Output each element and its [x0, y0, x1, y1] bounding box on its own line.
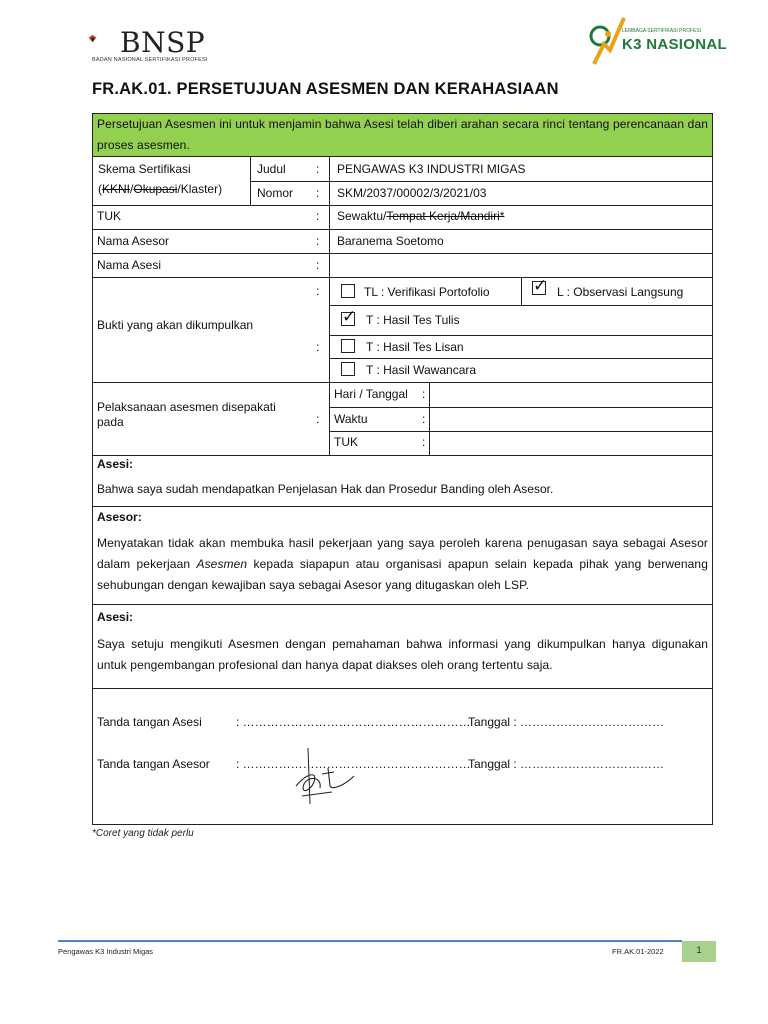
option-verifikasi-portofolio: TL : Verifikasi Portofolio [364, 285, 490, 299]
bnsp-logo-emblem [88, 22, 122, 58]
nama-asesor-value[interactable]: Baranema Soetomo [337, 234, 444, 248]
hari-tanggal-label: Hari / Tanggal [334, 387, 408, 401]
option-tes-tulis: T : Hasil Tes Tulis [366, 313, 460, 327]
judul-label: Judul [257, 162, 286, 176]
waktu-colon: : [422, 412, 426, 426]
tanggal-asesi[interactable]: Tanggal : ……………………………… [468, 715, 665, 729]
footer-form-code: FR.AK.01-2022 [612, 947, 664, 956]
asesor-heading: Asesor: [97, 510, 142, 524]
checkbox-tes-tulis[interactable]: ✓ [342, 307, 357, 327]
bnsp-logo-text: BNSP [120, 26, 206, 59]
nomor-value: SKM/2037/00002/3/2021/03 [337, 186, 487, 200]
asesi-statement-1: Bahwa saya sudah mendapatkan Penjelasan Hak dan Prosedur Banding oleh Asesor. [97, 482, 554, 496]
tanda-tangan-asesi-label: Tanda tangan Asesi [97, 715, 202, 729]
nama-asesi-colon: : [316, 258, 320, 272]
asesor-statement: Menyatakan tidak akan membuka hasil pekerjaan yang saya peroleh karena penugasan saya sebagai Asesor dalam pekerjaan Asesmen kepada siapapun atau organisasi apapun selain kepada pihak yang berwenang sehubungan dengan kewajiban saya sebagai Asesor yang ditugaskan oleh LSP. [97, 536, 708, 592]
tanda-tangan-asesi-line[interactable]: : ………………………………………………… [236, 715, 471, 729]
intro-text: Persetujuan Asesmen ini untuk menjamin bahwa Asesi telah diberi arahan secara rinci tentang perencanaan dan proses asesmen. [97, 117, 708, 152]
hari-tanggal-colon: : [422, 387, 426, 401]
nomor-label: Nomor [257, 186, 294, 200]
checkbox-verifikasi-portofolio[interactable] [341, 284, 355, 298]
k3-logo-text: K3 NASIONAL [622, 36, 727, 53]
tanda-tangan-asesor-line[interactable]: : ………………………………………………… [236, 757, 471, 771]
tuk-value: Sewaktu/Tempat Kerja/Mandiri* [337, 209, 505, 223]
bukti-colon-1: : [316, 284, 320, 298]
option-wawancara: T : Hasil Wawancara [366, 363, 477, 377]
option-tes-lisan: T : Hasil Tes Lisan [366, 340, 464, 354]
tuk-pelaksanaan-colon: : [422, 435, 426, 449]
bukti-label: Bukti yang akan dikumpulkan [97, 318, 254, 332]
footnote: *Coret yang tidak perlu [92, 828, 194, 839]
tuk-pelaksanaan-label: TUK [334, 435, 358, 449]
bukti-colon-2: : [316, 340, 320, 354]
footer-rule [58, 940, 682, 942]
nama-asesor-colon: : [316, 234, 320, 248]
document-title: FR.AK.01. PERSETUJUAN ASESMEN DAN KERAHASIAAN [92, 80, 559, 98]
asesi-heading-1: Asesi: [97, 457, 134, 471]
checkbox-wawancara[interactable] [341, 362, 355, 376]
judul-colon: : [316, 162, 320, 176]
page-number: 1 [696, 945, 702, 955]
asesor-signature [288, 746, 358, 806]
pelaksanaan-label: Pelaksanaan asesmen disepakati pada [97, 400, 276, 429]
bnsp-subtitle: BADAN NASIONAL SERTIFIKASI PROFESI [92, 57, 208, 63]
tuk-colon: : [316, 209, 320, 223]
footer-left-text: Pengawas K3 Industri Migas [58, 947, 154, 956]
tanda-tangan-asesor-label: Tanda tangan Asesor [97, 757, 210, 771]
checkbox-observasi-langsung[interactable]: ✓ [533, 276, 548, 296]
option-observasi-langsung: L : Observasi Langsung [557, 285, 684, 299]
judul-value: PENGAWAS K3 INDUSTRI MIGAS [337, 162, 526, 176]
asesi-statement-2: Saya setuju mengikuti Asesmen dengan pemahaman bahwa informasi yang dikumpulkan hanya digunakan untuk pengembangan profesional dan hanya dapat diakses oleh orang tertentu saja. [97, 637, 708, 672]
k3-subtitle: LEMBAGA SERTIFIKASI PROFESI [622, 28, 702, 34]
nomor-colon: : [316, 186, 320, 200]
skema-label: Skema Sertifikasi [98, 162, 191, 176]
pelaksanaan-colon: : [316, 412, 320, 426]
tuk-label: TUK [97, 209, 121, 223]
skema-type-label: (KKNI/Okupasi/Klaster) [98, 182, 223, 196]
asesi-heading-2: Asesi: [97, 610, 134, 624]
checkbox-tes-lisan[interactable] [341, 339, 355, 353]
nama-asesi-label: Nama Asesi [97, 258, 162, 272]
tanggal-asesor[interactable]: Tanggal : ……………………………… [468, 757, 665, 771]
nama-asesor-label: Nama Asesor [97, 234, 170, 248]
waktu-label: Waktu [334, 412, 368, 426]
